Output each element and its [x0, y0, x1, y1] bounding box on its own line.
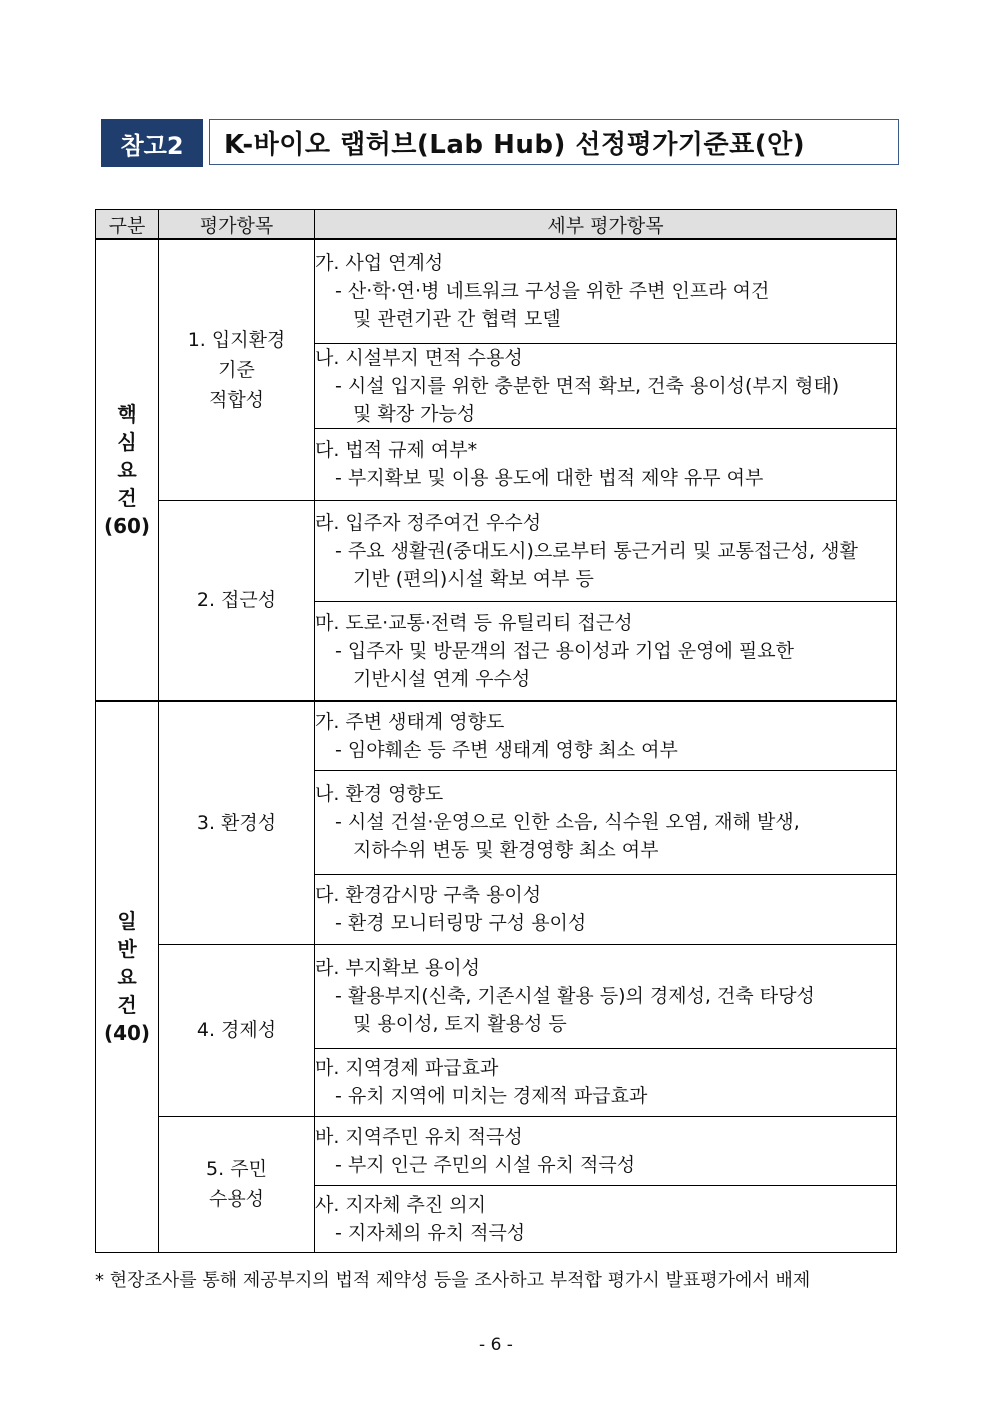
- evaluation-item-cell: [159, 239, 315, 500]
- category-label-line: 요: [117, 458, 137, 482]
- detail-heading: 사. 지자체 추진 의지: [315, 1193, 486, 1216]
- detail-description-continued: 기반시설 연계 우수성: [353, 667, 531, 690]
- detail-item-cell: [315, 428, 897, 500]
- detail-item-cell: [315, 770, 897, 874]
- detail-heading: 마. 지역경제 파급효과: [315, 1057, 499, 1079]
- table-row: [96, 1116, 897, 1185]
- table-row: [96, 239, 897, 343]
- evaluation-item-label-line: 1. 입지환경: [187, 328, 286, 351]
- evaluation-item-cell: [159, 500, 315, 701]
- table-row: [96, 701, 897, 770]
- evaluation-item-label-line: 2. 접근성: [196, 589, 277, 612]
- evaluation-item-cell: [159, 701, 315, 944]
- detail-description: - 주요 생활권(중대도시)으로부터 통근거리 및 교통접근성, 생활: [335, 539, 858, 562]
- detail-heading: 바. 지역주민 유치 적극성: [315, 1125, 523, 1148]
- category-label-line: 일: [117, 908, 137, 933]
- evaluation-item-label-line: 3. 환경성: [196, 811, 277, 834]
- evaluation-item-label-line: 수용성: [208, 1188, 265, 1210]
- page-number: - 6 -: [479, 1335, 513, 1355]
- evaluation-criteria-table: [95, 209, 897, 1253]
- detail-description-continued: 및 확장 가능성: [353, 402, 476, 425]
- evaluation-item-label-line: 기준: [218, 358, 255, 381]
- detail-description: - 지자체의 유치 적극성: [335, 1221, 526, 1244]
- document-title: K-바이오 랩허브(Lab Hub) 선정평가기준표(안): [209, 119, 899, 165]
- detail-description: - 유치 지역에 미치는 경제적 파급효과: [335, 1085, 648, 1107]
- detail-description: - 시설 건설·운영으로 인한 소음, 식수원 오염, 재해 발생,: [335, 811, 800, 833]
- detail-description: - 환경 모니터링망 구성 용이성: [335, 912, 587, 934]
- detail-item-cell: [315, 1116, 897, 1185]
- detail-heading: 라. 부지확보 용이성: [315, 957, 480, 979]
- category-label-line: (40): [103, 1020, 151, 1045]
- document-title-row: [101, 119, 899, 167]
- reference-tag: 참고2: [101, 119, 203, 167]
- header-category: 구분: [96, 210, 159, 240]
- table-row: [96, 944, 897, 1048]
- detail-description: - 시설 입지를 위한 충분한 면적 확보, 건축 용이성(부지 형태): [335, 374, 840, 397]
- category-label-line: 건: [117, 992, 137, 1017]
- category-label-line: 반: [117, 936, 137, 961]
- evaluation-item-cell: [159, 944, 315, 1116]
- evaluation-item-label-line: 4. 경제성: [196, 1019, 277, 1041]
- category-label-line: 건: [117, 486, 137, 510]
- detail-item-cell: [315, 343, 897, 428]
- footnote: * 현장조사를 통해 제공부지의 법적 제약성 등을 조사하고 부적합 평가시 발표평가에서 배제: [95, 1270, 811, 1291]
- detail-description: - 부지확보 및 이용 용도에 대한 법적 제약 유무 여부: [335, 467, 764, 489]
- detail-description: - 임야훼손 등 주변 생태계 영향 최소 여부: [335, 738, 678, 761]
- detail-item-cell: [315, 239, 897, 343]
- category-label-line: 심: [117, 430, 137, 454]
- detail-item-cell: [315, 1048, 897, 1116]
- detail-heading: 마. 도로·교통·전력 등 유틸리티 접근성: [315, 611, 633, 634]
- detail-heading: 라. 입주자 정주여건 우수성: [315, 511, 542, 534]
- detail-description: - 활용부지(신축, 기존시설 활용 등)의 경제성, 건축 타당성: [335, 985, 815, 1007]
- detail-item-cell: [315, 944, 897, 1048]
- category-cell: [96, 239, 159, 701]
- detail-item-cell: [315, 701, 897, 770]
- detail-description-continued: 지하수위 변동 및 환경영향 최소 여부: [353, 839, 659, 861]
- detail-description: - 부지 인근 주민의 시설 유치 적극성: [335, 1153, 636, 1176]
- detail-description: - 산·학·연·병 네트워크 구성을 위한 주변 인프라 여건: [335, 280, 770, 303]
- detail-heading: 다. 환경감시망 구축 용이성: [315, 884, 542, 906]
- detail-description-continued: 및 관련기관 간 협력 모델: [353, 308, 561, 331]
- header-evaluation-item: 평가항목: [159, 210, 315, 240]
- category-label-line: (60): [103, 514, 151, 538]
- category-label-line: 요: [117, 964, 137, 989]
- evaluation-item-cell: [159, 1116, 315, 1252]
- detail-heading: 나. 환경 영향도: [315, 783, 444, 805]
- detail-heading: 가. 주변 생태계 영향도: [315, 710, 505, 733]
- detail-heading: 다. 법적 규제 여부*: [315, 439, 478, 461]
- table-header-row: [96, 210, 897, 240]
- detail-item-cell: [315, 500, 897, 601]
- detail-heading: 가. 사업 연계성: [315, 252, 444, 275]
- detail-heading: 나. 시설부지 면적 수용성: [315, 346, 523, 369]
- evaluation-item-label-line: 적합성: [208, 388, 265, 411]
- detail-item-cell: [315, 874, 897, 944]
- detail-item-cell: [315, 1185, 897, 1252]
- detail-description-continued: 및 용이성, 토지 활용성 등: [353, 1013, 567, 1035]
- category-cell: [96, 701, 159, 1252]
- header-detail-item: 세부 평가항목: [315, 210, 897, 240]
- detail-description-continued: 기반 (편의)시설 확보 여부 등: [353, 567, 594, 590]
- detail-description: - 입주자 및 방문객의 접근 용이성과 기업 운영에 필요한: [335, 639, 794, 662]
- table-row: [96, 500, 897, 601]
- category-label-line: 핵: [117, 402, 137, 426]
- evaluation-item-label-line: 5. 주민: [206, 1158, 267, 1180]
- detail-item-cell: [315, 601, 897, 701]
